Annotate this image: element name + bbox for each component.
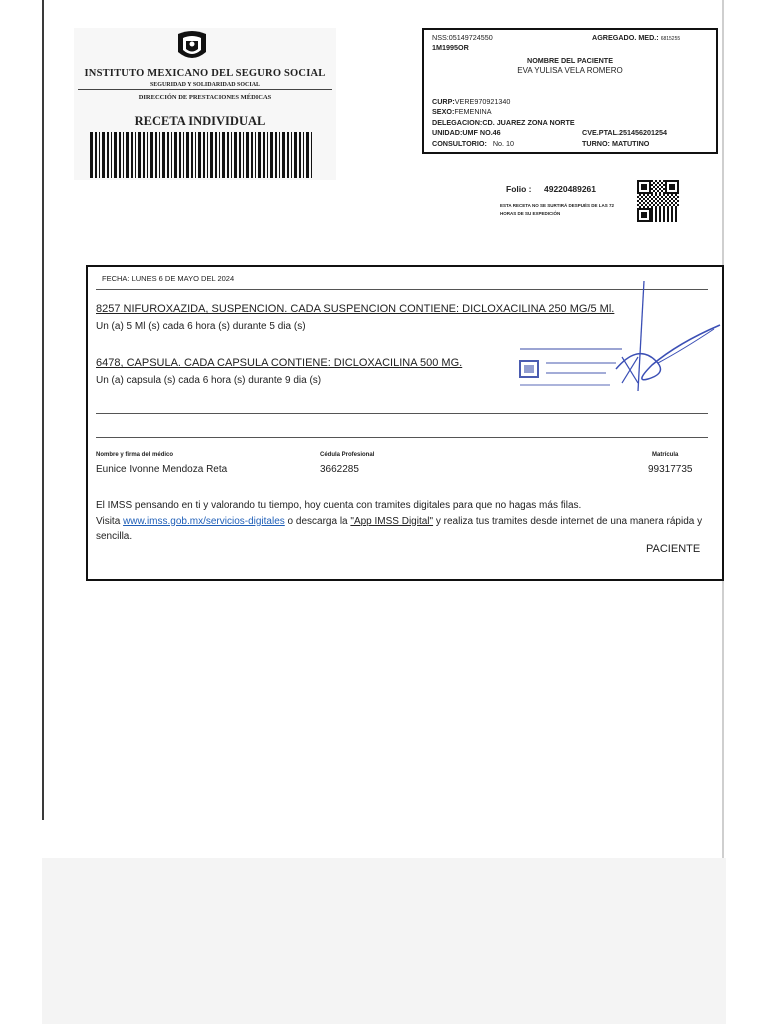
- prescription-box: [86, 265, 724, 581]
- medication-1-dose: Un (a) 5 Ml (s) cada 6 hora (s) durante 5 dia (s): [96, 321, 306, 332]
- copy-label: PACIENTE: [646, 543, 701, 555]
- folio-label: Folio :: [506, 184, 532, 194]
- medication-2-title: 6478, CAPSULA. CADA CAPSULA CONTIENE: DICLOXACILINA 500 MG.: [96, 357, 463, 369]
- turno-label: TURNO:: [582, 139, 610, 148]
- divider: [78, 89, 332, 90]
- agregado-label: AGREGADO. MED.:: [592, 33, 659, 42]
- matricula-label: Matrícula: [652, 452, 679, 458]
- viewer-background: [42, 858, 726, 1024]
- delegacion: [432, 118, 575, 127]
- institution-subtitle: SEGURIDAD Y SOLIDARIDAD SOCIAL: [149, 82, 261, 88]
- consultorio: [432, 139, 514, 148]
- agregado: [592, 33, 680, 42]
- delegacion-label: DELEGACION:: [432, 118, 483, 127]
- consultorio-value: No. 10: [492, 139, 515, 148]
- qr-code: [637, 180, 679, 222]
- unidad: [432, 128, 501, 137]
- patient-info-box: [422, 28, 718, 154]
- barcode: [90, 132, 312, 178]
- expiry-note: ESTA RECETA NO SE SURTIRÁ DESPUÉS DE LAS 72 HORAS DE SU EXPEDICIÓN: [500, 203, 615, 216]
- patient-name: EVA YULISA VELA ROMERO: [517, 66, 623, 75]
- agregado-value: 6815255: [660, 36, 681, 42]
- turno: [582, 139, 649, 148]
- doctor-name-label: Nombre y firma del médico: [96, 452, 174, 458]
- imss-logo-icon: [174, 30, 210, 64]
- notice-visit: Visita: [96, 515, 124, 527]
- unidad-label: UNIDAD:: [432, 128, 463, 137]
- sexo-value: FEMENINA: [454, 107, 492, 116]
- delegacion-value: CD. JUAREZ ZONA NORTE: [482, 118, 575, 127]
- cedula-value: 3662285: [320, 464, 359, 475]
- unidad-value: UMF NO.46: [462, 128, 501, 137]
- doctor-signature: [608, 273, 722, 393]
- sexo: [432, 107, 492, 116]
- patient-code: 1M1995OR: [432, 43, 469, 52]
- page-edge-left: [42, 0, 44, 820]
- institution-name: INSTITUTO MEXICANO DEL SEGURO SOCIAL: [84, 68, 326, 79]
- consultorio-label: CONSULTORIO:: [432, 139, 487, 148]
- cedula-label: Cédula Profesional: [320, 452, 375, 458]
- digital-services-notice: [96, 498, 706, 545]
- sexo-label: SEXO:: [432, 107, 455, 116]
- notice-end: y realiza tus tramites desde internet de una manera rápida y sencilla.: [96, 515, 703, 542]
- nss: NSS:05149724550: [432, 33, 493, 42]
- curp: [432, 97, 510, 106]
- direction-label: DIRECCIÓN DE PRESTACIONES MÉDICAS: [138, 94, 272, 101]
- prescription-date: FECHA: LUNES 6 DE MAYO DEL 2024: [102, 274, 235, 283]
- notice-download: o descarga la: [284, 515, 351, 527]
- imss-header: [74, 28, 336, 180]
- matricula-value: 99317735: [648, 464, 693, 475]
- imss-services-link[interactable]: www.imss.gob.mx/servicios-digitales: [123, 515, 285, 527]
- folio-number: 49220489261: [544, 184, 597, 194]
- document-title: RECETA INDIVIDUAL: [134, 114, 266, 128]
- cve-ptal: CVE.PTAL.251456201254: [582, 128, 667, 137]
- curp-label: CURP:: [432, 97, 455, 106]
- divider: [96, 413, 708, 414]
- divider: [96, 437, 708, 438]
- curp-value: VERE970921340: [454, 97, 511, 106]
- app-name: "App IMSS Digital": [350, 515, 434, 527]
- doctor-name: Eunice Ivonne Mendoza Reta: [96, 464, 228, 475]
- turno-value: MATUTINO: [611, 139, 650, 148]
- medication-2-dose: Un (a) capsula (s) cada 6 hora (s) durante 9 dia (s): [96, 375, 322, 386]
- patient-name-label: NOMBRE DEL PACIENTE: [527, 56, 613, 65]
- medication-1-title: 8257 NIFUROXAZIDA, SUSPENCION. CADA SUSPENCION CONTIENE: DICLOXACILINA 250 MG/5 Ml.: [96, 303, 615, 315]
- notice-line-1: El IMSS pensando en ti y valorando tu tiempo, hoy cuenta con tramites digitales para que no hagas más filas.: [96, 500, 582, 511]
